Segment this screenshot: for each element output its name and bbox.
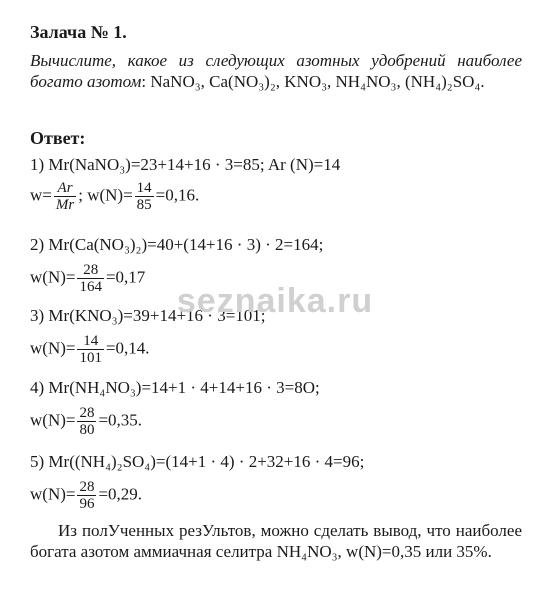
step1-value-den: 85 xyxy=(136,197,152,213)
step1-w-mid: ; w(N)= xyxy=(78,185,133,205)
step2-molar-mass: 2) Mr(Ca(NO₃)₂)=40+(14+16 · 3) · 2=164; xyxy=(30,235,324,254)
watermark: seznaika.ru xyxy=(176,282,374,320)
step3-w-prefix: w(N)= xyxy=(30,338,76,358)
step2-mass-fraction xyxy=(30,262,145,295)
task-formulas: : NaNO₃, Ca(NO₃)₂, KNO₃, NH₄NO₃, (NH₄)₂SO₄. xyxy=(141,72,485,91)
answer-label: Ответ: xyxy=(30,128,86,148)
step4-result: =0,35. xyxy=(98,410,143,430)
step5-molar-mass: 5) Mr((NH₄)₂SO₄)=(14+1 · 4) · 2+32+16 · 4=96; xyxy=(30,452,365,471)
step5-mass-fraction xyxy=(30,479,142,512)
step4-molar-mass: 4) Mr(NH₄NO₃)=14+1 · 4+14+16 · 3=8O; xyxy=(30,378,320,397)
step4-value-den: 80 xyxy=(79,422,95,438)
step4-mass-fraction xyxy=(30,405,142,438)
step1-value-fraction xyxy=(135,180,154,213)
task-title: Залача № 1. xyxy=(30,22,127,42)
step4-w-prefix: w(N)= xyxy=(30,410,76,430)
step1-result: =0,16. xyxy=(155,185,200,205)
task-statement xyxy=(30,50,522,92)
step3-result: =0,14. xyxy=(105,338,150,358)
conclusion: Из полУченных резУльтов, можно сделать вывод, что наиболее богата азотом аммиачная селитра NH₄NO₃, w(N)=0,35 или 35%. xyxy=(30,521,522,561)
step2-w-prefix: w(N)= xyxy=(30,267,76,287)
step3-value-num: 14 xyxy=(77,333,104,350)
step1-formula-fraction xyxy=(54,180,76,213)
step3-mass-fraction xyxy=(30,333,150,366)
step2-value-den: 164 xyxy=(79,279,102,295)
step1-w-prefix: w= xyxy=(30,185,52,205)
step5-value-fraction xyxy=(77,479,96,512)
step1-value-num: 14 xyxy=(136,180,152,196)
step1-fraction-num: Ar xyxy=(54,180,76,197)
step2-result: =0,17 xyxy=(105,267,146,287)
task-question: Вычислите, какое из следующих азотных удобрений наиболее богато азотом xyxy=(30,51,522,91)
step4-value-num: 28 xyxy=(79,405,95,421)
step5-w-prefix: w(N)= xyxy=(30,484,76,504)
step3-value-den: 101 xyxy=(79,350,102,366)
step4-value-fraction xyxy=(77,405,96,438)
step5-result: =0,29. xyxy=(98,484,143,504)
step5-value-num: 28 xyxy=(79,479,95,495)
step2-value-fraction xyxy=(77,262,104,295)
step2-value-num: 28 xyxy=(77,262,104,279)
step1-molar-mass: 1) Mr(NaNO₃)=23+14+16 · 3=85; Ar (N)=14 xyxy=(30,155,341,174)
step5-value-den: 96 xyxy=(79,496,95,512)
step3-value-fraction xyxy=(77,333,104,366)
step1-mass-fraction xyxy=(30,180,199,213)
step1-fraction-den: Mr xyxy=(55,197,75,213)
step3-molar-mass: 3) Mr(KNO₃)=39+14+16 · 3=101; xyxy=(30,306,266,325)
